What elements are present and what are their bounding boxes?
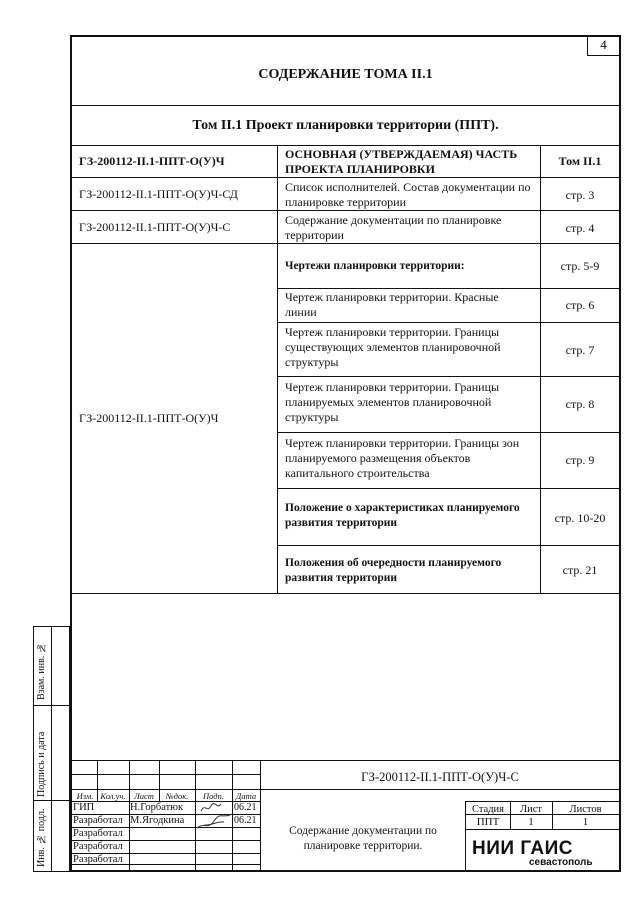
group-row-page: стр. 10-20 bbox=[554, 511, 606, 525]
signature-yagodkina bbox=[194, 812, 234, 832]
stamp-stage: ППТ bbox=[476, 816, 500, 828]
side-label-inv: Инв. № подл. bbox=[36, 808, 47, 867]
table-row-name: Содержание документации по планировке территории bbox=[285, 213, 502, 242]
stamp-header-list: Лист bbox=[134, 791, 154, 801]
org-logo: НИИ ГАИС bbox=[472, 838, 573, 859]
stamp-role: Разработал bbox=[73, 828, 123, 839]
page-number: 4 bbox=[587, 36, 619, 56]
side-label-vzam: Взам. инв. № bbox=[36, 642, 47, 700]
stamp-header-ndok: №док. bbox=[165, 791, 189, 801]
group-row-page: стр. 9 bbox=[565, 453, 595, 467]
stamp-sheet-label: Лист bbox=[520, 804, 542, 815]
stamp-header-podp: Подп. bbox=[203, 791, 224, 801]
group-row-name: Положения об очередности планируемого развития территории bbox=[285, 557, 502, 584]
table-header-page: Том II.1 bbox=[558, 154, 602, 168]
stamp-doc-code: ГЗ-200112-II.1-ППТ-О(У)Ч-С bbox=[361, 770, 519, 784]
group-row-page: стр. 8 bbox=[565, 397, 595, 411]
group-row-name: Чертежи планировки территории: bbox=[285, 260, 465, 272]
group-code: ГЗ-200112-II.1-ППТ-О(У)Ч bbox=[79, 411, 219, 425]
stamp-name: М.Ягодкина bbox=[130, 815, 185, 826]
table-row-page: стр. 3 bbox=[565, 188, 595, 202]
group-row-name: Чертеж планировки территории. Границы планируемых элементов планировочной структуры bbox=[285, 380, 500, 424]
group-row-page: стр. 6 bbox=[565, 298, 595, 312]
table-row-code: ГЗ-200112-II.1-ППТ-О(У)Ч-СД bbox=[79, 187, 238, 201]
stamp-name: Н.Горбатюк bbox=[130, 802, 184, 813]
stamp-sheets-label: Листов bbox=[569, 804, 602, 815]
table-header-name: ОСНОВНАЯ (УТВЕРЖДАЕМАЯ) ЧАСТЬ ПРОЕКТА ПЛАНИРОВКИ bbox=[285, 147, 518, 176]
table-row-code: ГЗ-200112-II.1-ППТ-О(У)Ч-С bbox=[79, 220, 231, 234]
group-row-page: стр. 21 bbox=[562, 563, 598, 577]
stamp-date: 06.21 bbox=[234, 802, 257, 813]
stamp-doc-title: Содержание документации по планировке территории. bbox=[289, 825, 437, 852]
side-label-podpis: Подпись и дата bbox=[36, 731, 47, 797]
group-row-name: Чертеж планировки территории. Границы существующих элементов планировочной структуры bbox=[285, 325, 501, 369]
group-row-name: Чертеж планировки территории. Границы зон планируемого размещения объектов капитального строительства bbox=[285, 436, 520, 480]
group-row-page: стр. 7 bbox=[565, 343, 595, 357]
group-row-name: Положение о характеристиках планируемого развития территории bbox=[285, 502, 520, 529]
stamp-header-kol: Кол.уч. bbox=[100, 791, 126, 801]
table-header-code: ГЗ-200112-II.1-ППТ-О(У)Ч bbox=[79, 154, 225, 168]
stamp-role: Разработал bbox=[73, 815, 123, 826]
table-row-name: Список исполнителей. Состав документации по планировке территории bbox=[285, 180, 531, 209]
org-city: севастополь bbox=[529, 857, 593, 868]
table-row-page: стр. 4 bbox=[565, 221, 595, 235]
stamp-header-izm: Изм. bbox=[76, 791, 94, 801]
stamp-role: Разработал bbox=[73, 841, 123, 852]
stamp-role: ГИП bbox=[73, 802, 95, 813]
stamp-stage-label: Стадия bbox=[471, 804, 505, 815]
stamp-sheets: 1 bbox=[582, 816, 589, 828]
stamp-role: Разработал bbox=[73, 854, 123, 865]
page-title: СОДЕРЖАНИЕ ТОМА II.1 bbox=[258, 67, 433, 82]
stamp-date: 06.21 bbox=[234, 815, 257, 826]
group-row-name: Чертеж планировки территории. Красные линии bbox=[285, 290, 499, 319]
group-row-page: стр. 5-9 bbox=[560, 259, 600, 273]
stamp-sheet: 1 bbox=[528, 816, 534, 828]
volume-subtitle: Том II.1 Проект планировки территории (ППТ). bbox=[192, 118, 499, 133]
stamp-header-data: Дата bbox=[235, 791, 257, 801]
